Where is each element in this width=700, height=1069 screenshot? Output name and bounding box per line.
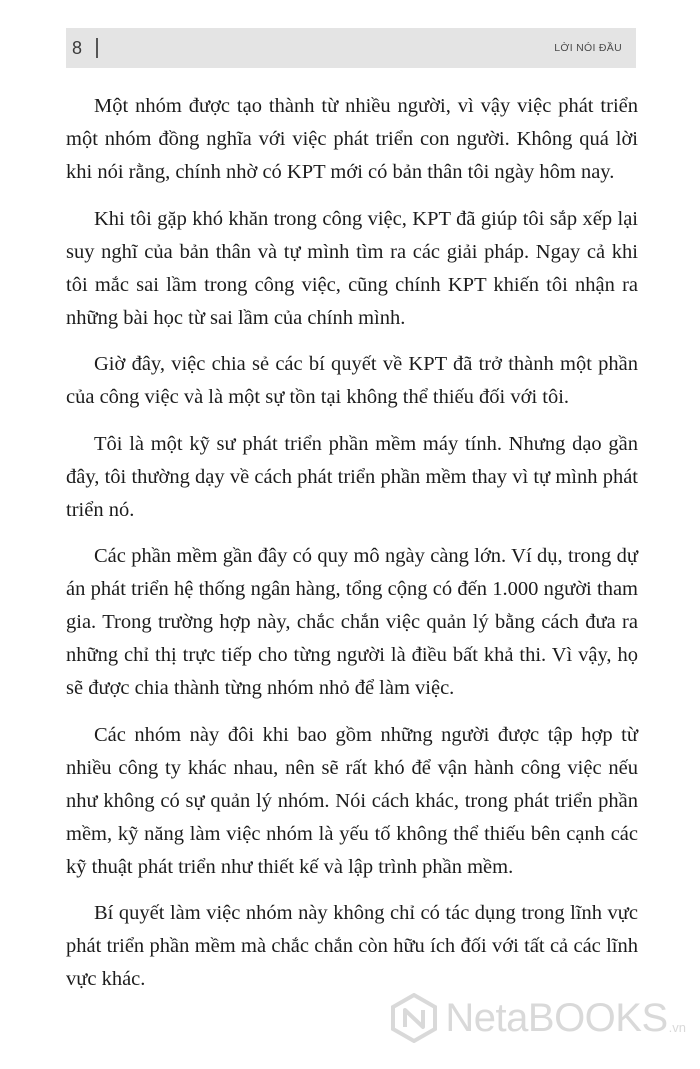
page-header [66, 28, 636, 68]
watermark-suffix: .vn [668, 1020, 686, 1035]
n-logo-icon [389, 993, 439, 1043]
netabooks-watermark [389, 993, 686, 1043]
paragraph: Một nhóm được tạo thành từ nhiều người, vì vậy việc phát triển một nhóm đồng nghĩa với việc phát triển con người. Không quá lời khi nói rằng, chính nhờ có KPT mới có bản thân tôi ngày hôm nay. [66, 95, 638, 183]
paragraph: Các phần mềm gần đây có quy mô ngày càng lớn. Ví dụ, trong dự án phát triển hệ thống ngân hàng, tổng cộng có đến 1.000 người tham gia. Trong trường hợp này, chắc chắn việc quản lý bằng cách đưa ra những chỉ thị trực tiếp cho từng người là điều bất khả thi. Vì vậy, họ sẽ được chia thành từng nhóm nhỏ để làm việc. [66, 545, 638, 699]
watermark-brand: NetaBOOKS [445, 995, 668, 1040]
paragraph: Giờ đây, việc chia sẻ các bí quyết về KPT đã trở thành một phần của công việc và là một sự tồn tại không thể thiếu đối với tôi. [66, 353, 638, 408]
header-divider [96, 38, 98, 58]
paragraph: Các nhóm này đôi khi bao gồm những người được tập hợp từ nhiều công ty khác nhau, nên sẽ rất khó để vận hành công việc nếu như không có sự quản lý nhóm. Nói cách khác, trong phát triển phần mềm, kỹ năng làm việc nhóm là yếu tố không thể thiếu bên cạnh các kỹ thuật phát triển như thiết kế và lập trình phần mềm. [66, 723, 638, 878]
chapter-title: LỜI NÓI ĐẦU [554, 42, 622, 54]
page-body [66, 90, 638, 1010]
paragraph: Bí quyết làm việc nhóm này không chỉ có tác dụng trong lĩnh vực phát triển phần mềm mà chắc chắn còn hữu ích đối với tất cả các lĩnh vực khác. [66, 902, 638, 990]
page-number: 8 [72, 37, 83, 58]
paragraph: Khi tôi gặp khó khăn trong công việc, KPT đã giúp tôi sắp xếp lại suy nghĩ của bản thân và tự mình tìm ra các giải pháp. Ngay cả khi tôi mắc sai lầm trong công việc, cũng chính KPT khiến tôi nhận ra những bài học từ sai lầm của chính mình. [66, 207, 638, 329]
paragraph: Tôi là một kỹ sư phát triển phần mềm máy tính. Nhưng dạo gần đây, tôi thường dạy về cách phát triển phần mềm thay vì tự mình phát triển nó. [66, 432, 638, 521]
